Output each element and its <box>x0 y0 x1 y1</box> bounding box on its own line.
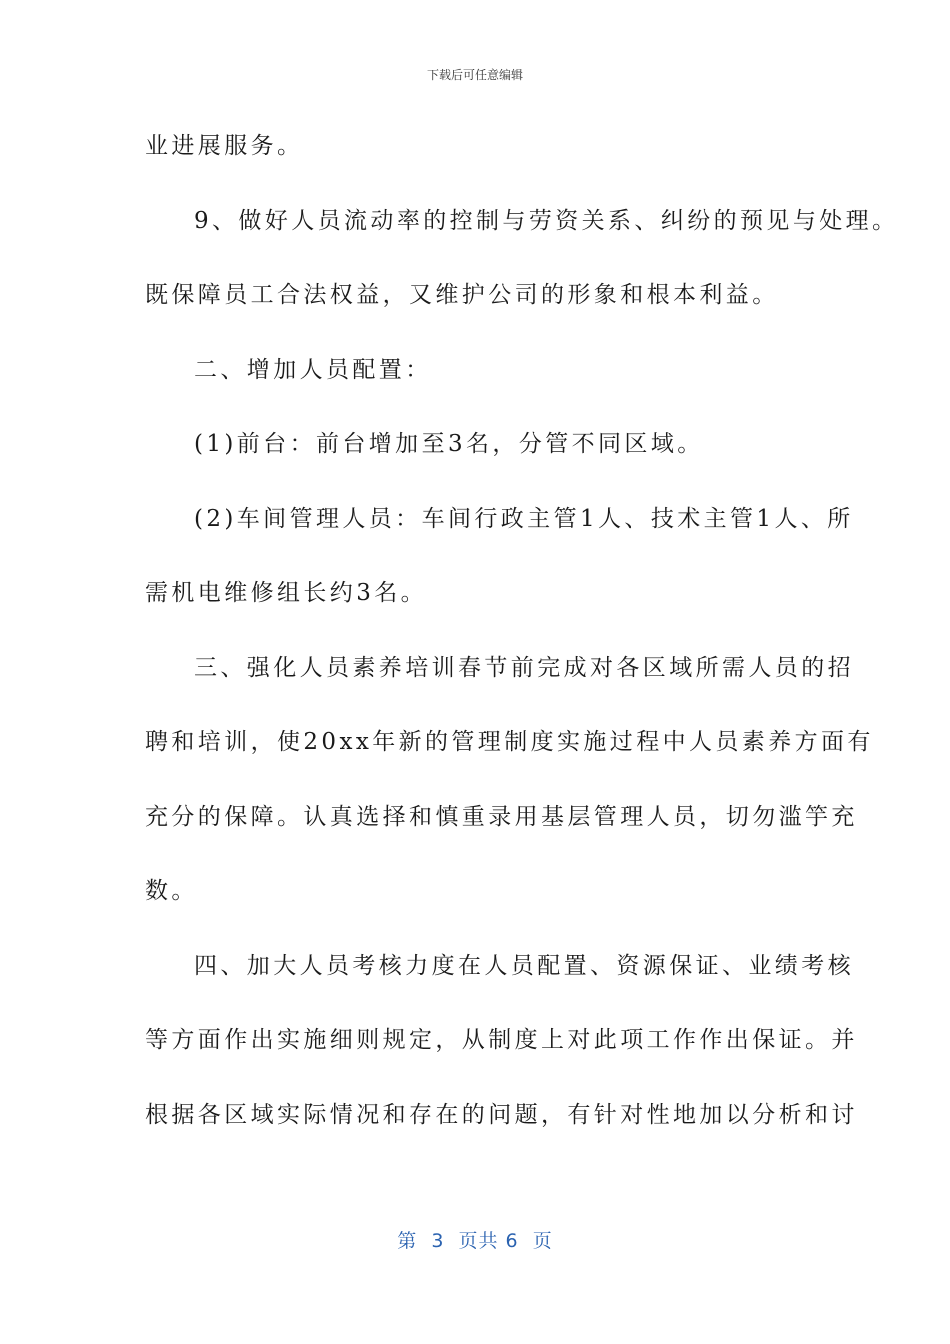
text-line: (2)车间管理人员：车间行政主管1人、技术主管1人、所 <box>194 505 854 532</box>
text-line: 根据各区域实际情况和存在的问题，有针对性地加以分析和讨 <box>145 1101 858 1128</box>
text-line: 等方面作出实施细则规定，从制度上对此项工作作出保证。并 <box>145 1027 858 1053</box>
text-line: 四、加大人员考核力度在人员配置、资源保证、业绩考核 <box>194 952 854 979</box>
text-line: 9、做好人员流动率的控制与劳资关系、纠纷的预见与处理。 <box>194 207 899 234</box>
text-line: 需机电维修组长约3名。 <box>145 580 428 606</box>
page-number-footer: 第 3 页共 6 页 <box>397 1230 553 1252</box>
text-line: (1)前台：前台增加至3名，分管不同区域。 <box>194 431 704 457</box>
text-line: 业进展服务。 <box>145 133 304 159</box>
text-line: 既保障员工合法权益，又维护公司的形象和根本利益。 <box>145 282 779 308</box>
text-line: 充分的保障。认真选择和慎重录用基层管理人员，切勿滥竽充 <box>145 803 858 830</box>
page-header: 下载后可任意编辑 <box>426 68 523 82</box>
section-heading: 二、增加人员配置： <box>194 356 432 383</box>
text-line: 数。 <box>145 878 198 904</box>
text-line: 聘和培训，使20xx年新的管理制度实施过程中人员素养方面有 <box>145 729 874 755</box>
document-body <box>145 122 899 1165</box>
text-line: 三、强化人员素养培训春节前完成对各区域所需人员的招 <box>194 654 854 681</box>
